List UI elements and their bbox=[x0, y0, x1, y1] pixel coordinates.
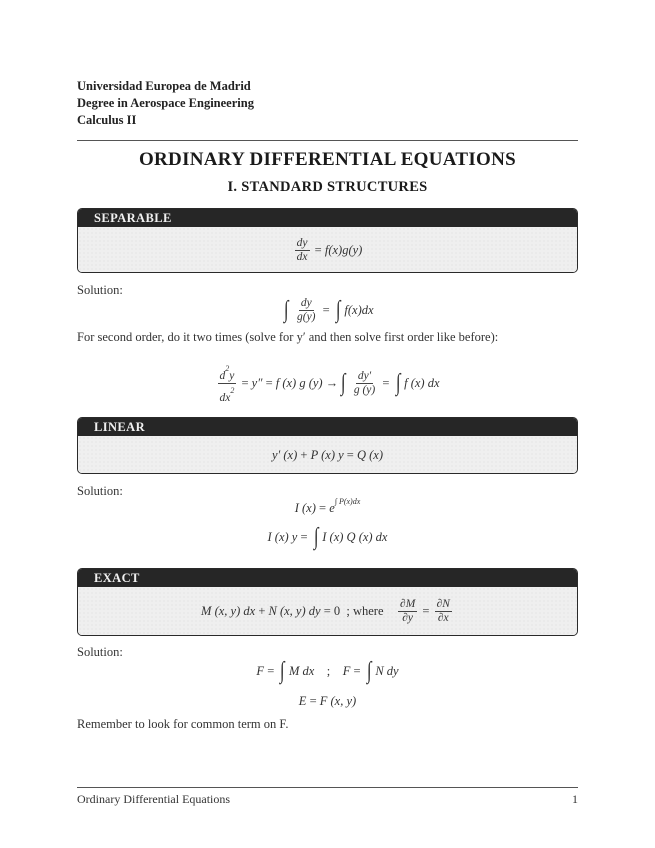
separable-box bbox=[77, 208, 578, 273]
university-name: Universidad Europea de Madrid bbox=[77, 79, 251, 93]
linear-box-header: LINEAR bbox=[78, 418, 577, 436]
separable-equation: $\frac{dy}{dx}$ = f(x)g(y) bbox=[78, 227, 577, 273]
linear-solution-equation: I (x) y = ∫ I (x) Q (x) dx bbox=[267, 524, 388, 550]
degree-name: Degree in Aerospace Engineering bbox=[77, 96, 254, 110]
linear-box bbox=[77, 417, 578, 474]
course-name: Calculus II bbox=[77, 113, 137, 127]
potential-function-equation: F = ∫ M dx ; F = ∫ N dy bbox=[256, 658, 399, 684]
second-order-equation: $\frac{d^2y}{dx^2}$ = y″ = f (x) g (y) → ∫ $\frac{dy'}{g (y)}$ = ∫ f (x) dx bbox=[219, 363, 440, 404]
separable-box-header: SEPARABLE bbox=[78, 209, 577, 227]
document-header bbox=[77, 78, 254, 129]
linear-solution-label: Solution: bbox=[77, 484, 123, 498]
where-label: ; where bbox=[346, 604, 384, 618]
exact-note: Remember to look for common term on F. bbox=[77, 717, 289, 731]
integrating-factor-equation: I $(x) = e^{\int P(x)dx}$ bbox=[294, 496, 361, 515]
page-title: ORDINARY DIFFERENTIAL EQUATIONS bbox=[138, 149, 517, 170]
second-order-note: For second order, do it two times (solve for y′ and then solve first order like before): bbox=[77, 330, 499, 344]
exact-box-header: EXACT bbox=[78, 569, 577, 587]
document-page bbox=[77, 0, 578, 848]
header-rule bbox=[77, 140, 578, 141]
linear-equation: y′ (x) + P (x) y = Q (x) bbox=[78, 436, 577, 474]
exact-box bbox=[77, 568, 578, 636]
footer-title: Ordinary Differential Equations bbox=[77, 792, 231, 806]
page-number: 1 bbox=[572, 792, 578, 806]
general-solution-equation: E = F (x, y) bbox=[298, 693, 357, 708]
section-subtitle: I. STANDARD STRUCTURES bbox=[227, 179, 428, 195]
exact-solution-label: Solution: bbox=[77, 645, 123, 659]
footer-rule bbox=[77, 787, 578, 788]
exact-equation: M (x, y) dx + N (x, y) dy = 0 ; where $\frac{\partial M}{\partial y}$ = $\frac{\partial N}{\partial x}$ bbox=[78, 587, 577, 636]
separable-solution-equation: ∫ $\frac{dy}{g(y)}$ = ∫ f(x)dx bbox=[284, 296, 374, 323]
separable-solution-label: Solution: bbox=[77, 283, 123, 297]
